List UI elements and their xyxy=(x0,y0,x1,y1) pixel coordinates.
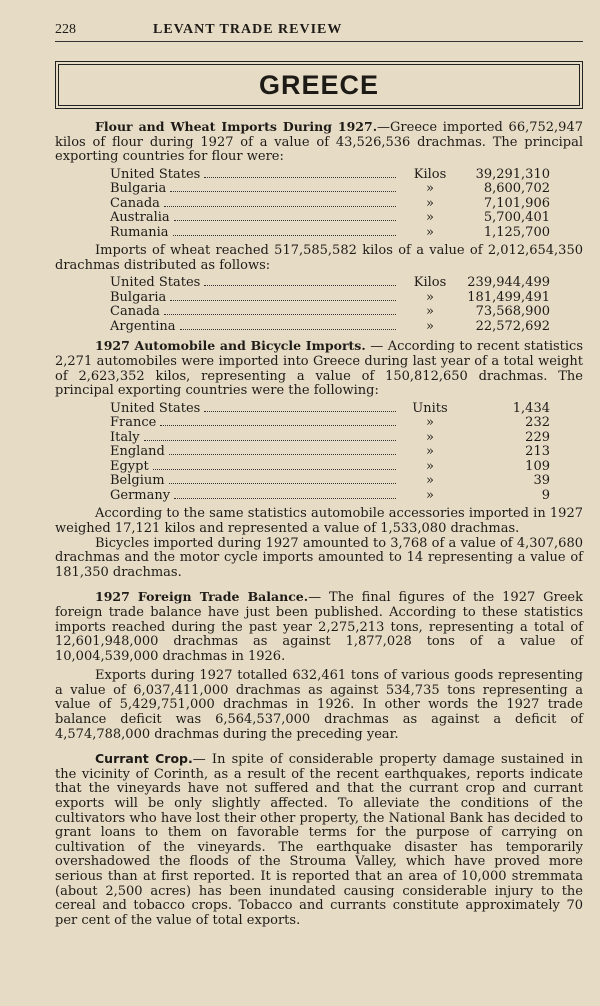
table-row xyxy=(110,402,550,417)
value-cell: 229 xyxy=(525,429,550,445)
dot-leader xyxy=(173,235,396,236)
value-cell: 239,944,499 xyxy=(467,275,550,291)
country-cell: Germany xyxy=(110,487,171,503)
unit-cell: Units xyxy=(412,400,448,416)
table-row xyxy=(110,226,550,241)
country-cell: Argentina xyxy=(110,318,176,334)
country-cell: Australia xyxy=(110,210,170,226)
dot-leader xyxy=(170,300,396,301)
auto-paragraph xyxy=(55,339,583,398)
value-cell: 1,434 xyxy=(512,400,550,416)
unit-cell: » xyxy=(426,210,434,226)
value-cell: 73,568,900 xyxy=(475,304,550,320)
unit-cell: Kilos xyxy=(413,166,447,182)
value-cell: 8,600,702 xyxy=(483,181,550,197)
table-row xyxy=(110,168,550,183)
table-row xyxy=(110,445,550,460)
wheat-paragraph: Imports of wheat reached 517,585,582 kilos of a value of 2,012,654,350 drachmas distributed as follows: xyxy=(55,243,583,273)
currant-heading: Currant Crop. xyxy=(95,751,193,767)
section-title-box xyxy=(58,64,580,106)
flour-paragraph xyxy=(55,120,583,165)
value-cell: 109 xyxy=(525,458,550,474)
country-cell: Bulgaria xyxy=(110,181,167,197)
country-cell: Canada xyxy=(110,304,160,320)
country-cell: Bulgaria xyxy=(110,289,167,305)
country-cell: Egypt xyxy=(110,458,149,474)
country-cell: Italy xyxy=(110,429,140,445)
dot-leader xyxy=(180,329,397,330)
value-cell: 232 xyxy=(525,415,550,431)
table-row xyxy=(110,276,550,291)
dot-leader xyxy=(204,285,396,286)
table-row xyxy=(110,197,550,212)
dot-leader xyxy=(174,220,396,221)
auto-table xyxy=(110,402,550,504)
table-row xyxy=(110,460,550,475)
trade-heading: 1927 Foreign Trade Balance. xyxy=(95,589,309,605)
value-cell: 9 xyxy=(541,487,550,503)
country-cell: Belgium xyxy=(110,473,165,489)
country-cell: Canada xyxy=(110,195,160,211)
journal-title: LEVANT TRADE REVIEW xyxy=(153,22,343,37)
country-cell: England xyxy=(110,444,165,460)
running-header xyxy=(55,22,583,42)
document-page xyxy=(55,22,583,928)
unit-cell: » xyxy=(426,224,434,240)
value-cell: 39,291,310 xyxy=(475,166,550,182)
table-row xyxy=(110,182,550,197)
currant-text: — In spite of considerable property damage sustained in the vicinity of Corinth, as a result of the recent earthquakes, reports indicate that the vineyards have not suffered and that the currant crop and currant exports will be only slightly affected. To alleviate the conditions of the cultivators who have lost their other property, the National Bank has decided to grant loans to them on favorable terms for the purpose of carrying on cultivation of the vineyards. The earthquake disaster has temporarily overshadowed the floods of the Strouma Valley, which have proved more serious than at first reported. It is reported that an area of 10,000 stremmata (about 2,500 acres) has been inundated causing considerable injury to the cereal and tobacco crops. Tobacco and currants constitute approximately 70 per cent of the value of total exports. xyxy=(55,752,584,928)
table-row xyxy=(110,474,550,489)
table-row xyxy=(110,320,550,335)
exports-paragraph: Exports during 1927 totalled 632,461 tons of various goods representing a value of 6,037,411,000 drachmas as against 534,735 tons representing a value of 5,429,751,000 drachmas in 1926. In other words the 1927 trade balance deficit was 6,564,537,000 drachmas as against a deficit of 4,574,788,000 drachmas during the preceding year. xyxy=(55,668,583,742)
table-row xyxy=(110,431,550,446)
flour-heading: Flour and Wheat Imports During 1927. xyxy=(95,119,378,134)
table-row xyxy=(110,305,550,320)
table-row xyxy=(110,211,550,226)
dot-leader xyxy=(169,454,396,455)
currant-paragraph xyxy=(55,752,583,928)
auto-heading: 1927 Automobile and Bicycle Imports. xyxy=(95,338,366,354)
country-cell: France xyxy=(110,415,157,431)
unit-cell: » xyxy=(426,473,434,489)
dot-leader xyxy=(144,440,396,441)
table-row xyxy=(110,416,550,431)
wheat-table xyxy=(110,276,550,334)
unit-cell: » xyxy=(426,304,434,320)
country-cell: Rumania xyxy=(110,224,169,240)
page-number: 228 xyxy=(55,22,76,37)
unit-cell: » xyxy=(426,458,434,474)
unit-cell: » xyxy=(426,181,434,197)
dot-leader xyxy=(204,411,396,412)
unit-cell: » xyxy=(426,429,434,445)
unit-cell: » xyxy=(426,415,434,431)
country-cell: United States xyxy=(110,166,201,182)
table-row xyxy=(110,489,550,504)
unit-cell: » xyxy=(426,289,434,305)
dot-leader xyxy=(164,206,396,207)
dot-leader xyxy=(204,177,396,178)
dot-leader xyxy=(164,314,396,315)
flour-table xyxy=(110,168,550,241)
accessories-paragraph: According to the same statistics automobile accessories imported in 1927 weighed 17,121 kilos and represented a value of 1,533,080 drachmas. xyxy=(55,506,583,536)
unit-cell: » xyxy=(426,444,434,460)
value-cell: 5,700,401 xyxy=(483,210,550,226)
dot-leader xyxy=(160,425,396,426)
dot-leader xyxy=(170,191,396,192)
dot-leader xyxy=(174,498,396,499)
unit-cell: » xyxy=(426,318,434,334)
trade-text: — The final figures of the 1927 Greek foreign trade balance have just been published. According to these statistics imports reached during the past year 2,275,213 tons, representing a total of 12,601,948,000 drachmas as against 1,877,028 tons of a value of 10,004,539,000 drachmas in 1926. xyxy=(55,590,584,664)
dot-leader xyxy=(169,483,396,484)
section-title: GREECE xyxy=(258,69,380,100)
bicycles-paragraph: Bicycles imported during 1927 amounted to 3,768 of a value of 4,307,680 drachmas and the motor cycle imports amounted to 14 representing a value of 181,350 drachmas. xyxy=(55,535,583,580)
value-cell: 181,499,491 xyxy=(467,289,550,305)
value-cell: 213 xyxy=(525,444,550,460)
unit-cell: » xyxy=(426,195,434,211)
trade-paragraph xyxy=(55,590,583,664)
unit-cell: Kilos xyxy=(413,275,447,291)
auto-text: — According to recent statistics 2,271 automobiles were imported into Greece during last year of a total weight of 2,623,352 kilos, representing a value of 150,812,650 drachmas. The principal exporting countries were the following: xyxy=(55,339,583,399)
value-cell: 1,125,700 xyxy=(483,224,550,240)
table-row xyxy=(110,291,550,306)
value-cell: 22,572,692 xyxy=(475,318,550,334)
value-cell: 39 xyxy=(533,473,550,489)
country-cell: United States xyxy=(110,275,201,291)
country-cell: United States xyxy=(110,400,201,416)
dot-leader xyxy=(153,469,396,470)
flour-text: —Greece imported 66,752,947 kilos of flour during 1927 of a value of 43,526,536 drachmas. The principal exporting countries for flour were: xyxy=(55,120,583,165)
value-cell: 7,101,906 xyxy=(483,195,550,211)
unit-cell: » xyxy=(426,487,434,503)
